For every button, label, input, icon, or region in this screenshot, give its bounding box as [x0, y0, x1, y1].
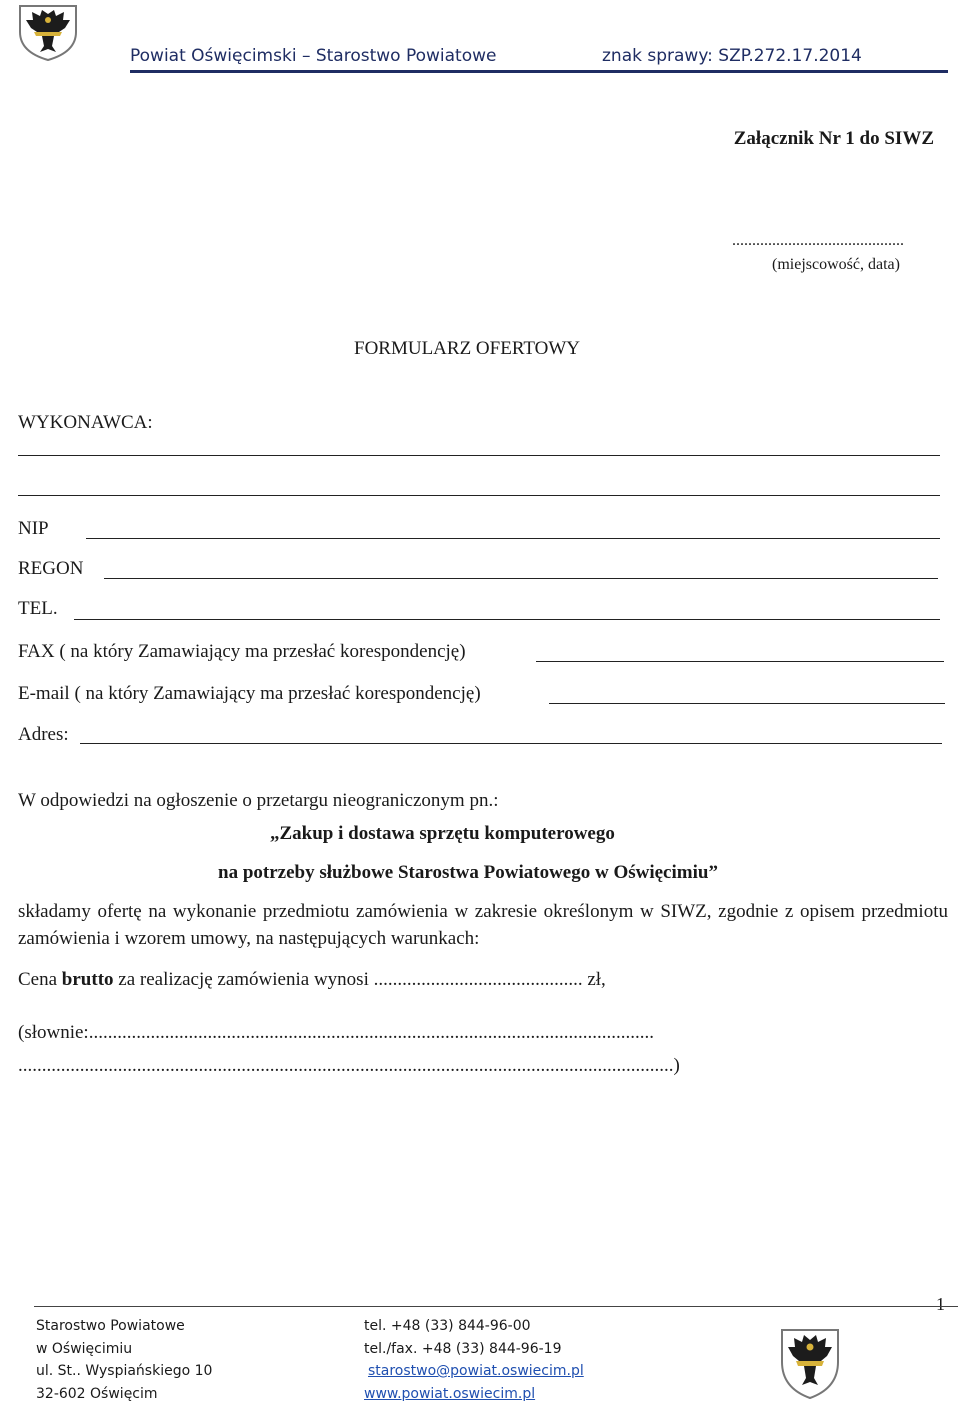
- footer-address-line: Starostwo Powiatowe: [36, 1318, 185, 1334]
- price-brutto: brutto: [61, 969, 114, 990]
- words-line-2[interactable]: ..........................................................................................................................................): [18, 1055, 680, 1076]
- footer-website-link[interactable]: www.powiat.oswiecim.pl: [364, 1385, 536, 1402]
- footer-address-line: ul. St.. Wyspiańskiego 10: [36, 1363, 213, 1379]
- price-prefix: Cena: [18, 969, 62, 990]
- fax-field[interactable]: [536, 661, 944, 662]
- tender-title-line-1: „Zakup i dostawa sprzętu komputerowego: [270, 823, 615, 844]
- page-number: 1: [936, 1294, 945, 1314]
- response-intro: W odpowiedzi na ogłoszenie o przetargu nieograniczonym pn.:: [18, 790, 499, 811]
- footer-address-line: w Oświęcimiu: [36, 1340, 133, 1357]
- nip-field[interactable]: [86, 538, 940, 539]
- footer-divider: [34, 1306, 958, 1307]
- fax-label: FAX ( na który Zamawiający ma przesłać korespondencję): [18, 641, 466, 662]
- address-field[interactable]: [80, 743, 942, 744]
- contractor-line-2[interactable]: [18, 495, 940, 496]
- footer-tel: tel. +48 (33) 844-96-00: [364, 1318, 531, 1334]
- footer-fax: tel./fax. +48 (33) 844-96-19: [364, 1340, 562, 1357]
- price-suffix[interactable]: za realizację zamówienia wynosi ............................................ zł,: [113, 969, 606, 990]
- coat-of-arms-icon: [16, 2, 80, 62]
- offer-paragraph: składamy ofertę na wykonanie przedmiotu zamówienia w zakresie określonym w SIWZ, zgodnie z opisem przedmiotu zamówienia i wzorem umowy, na następujących warunkach:: [18, 901, 948, 949]
- email-label: E-mail ( na który Zamawiający ma przesłać korespondencję): [18, 683, 481, 704]
- price-line: [18, 969, 606, 991]
- header-divider: [130, 70, 948, 73]
- tender-title-line-2: na potrzeby służbowe Starostwa Powiatowego w Oświęcimiu”: [218, 862, 718, 883]
- attachment-label: Załącznik Nr 1 do SIWZ: [733, 128, 934, 149]
- footer-coat-of-arms-icon: [778, 1326, 842, 1400]
- footer-email-link[interactable]: starostwo@powiat.oswiecim.pl: [368, 1363, 584, 1379]
- address-label: Adres:: [18, 724, 69, 745]
- regon-label: REGON: [18, 558, 84, 579]
- header-office: Powiat Oświęcimski – Starostwo Powiatowe: [130, 46, 497, 66]
- header-case-ref: znak sprawy: SZP.272.17.2014: [602, 46, 862, 66]
- footer-address: [36, 1315, 212, 1405]
- contractor-label: WYKONAWCA:: [18, 412, 153, 433]
- tel-label: TEL.: [18, 598, 58, 619]
- place-date-field[interactable]: ...........................................: [732, 232, 904, 249]
- tel-field[interactable]: [74, 619, 940, 620]
- email-field[interactable]: [549, 703, 945, 704]
- form-title: FORMULARZ OFERTOWY: [354, 338, 580, 359]
- place-date-label: (miejscowość, data): [772, 256, 900, 273]
- contractor-line-1[interactable]: [18, 455, 940, 456]
- regon-field[interactable]: [104, 578, 938, 579]
- nip-label: NIP: [18, 518, 49, 539]
- footer-contact: [364, 1315, 584, 1405]
- words-line-1[interactable]: (słownie:.......................................................................................................................: [18, 1022, 654, 1043]
- footer-address-line: 32-602 Oświęcim: [36, 1385, 158, 1402]
